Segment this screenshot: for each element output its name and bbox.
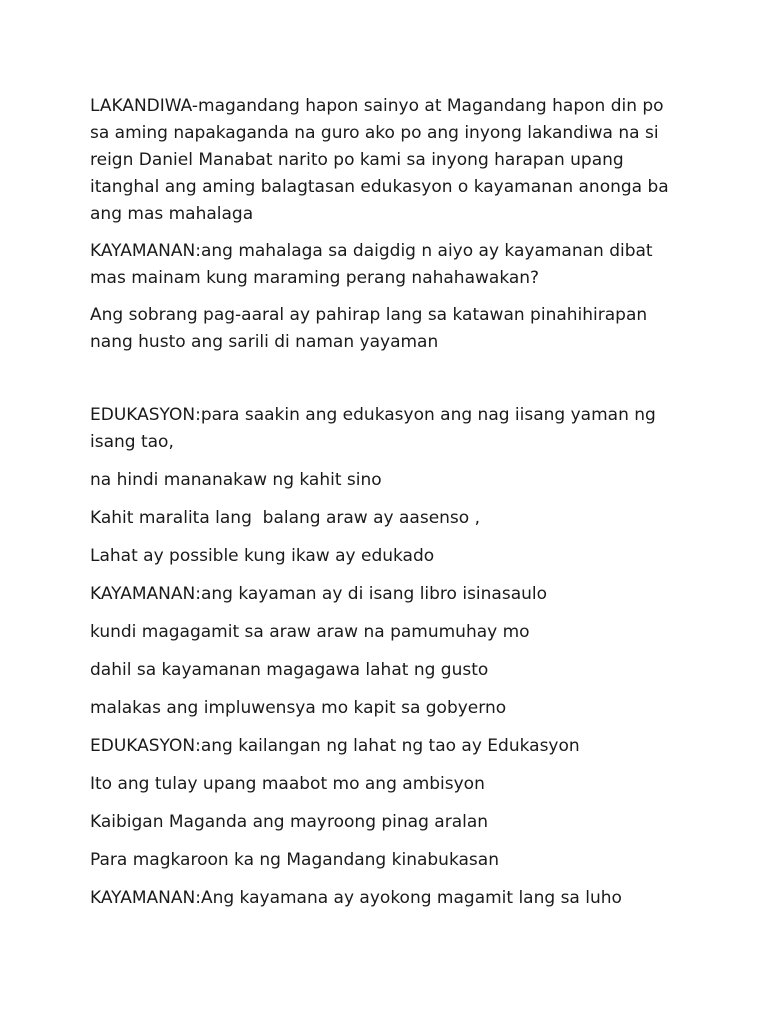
verse-line: EDUKASYON:ang kailangan ng lahat ng tao ay Edukasyon	[90, 736, 580, 756]
verse-line: kundi magagamit sa araw araw na pamumuhay mo	[90, 622, 530, 642]
paragraph-kayamanan-2: Ang sobrang pag-aaral ay pahirap lang sa katawan pinahihirapan nang husto ang sarili di naman yayaman	[90, 305, 653, 352]
verse-line: Ito ang tulay upang maabot mo ang ambisyon	[90, 774, 485, 794]
verse-line: KAYAMANAN:Ang kayamana ay ayokong magamit lang sa luho	[90, 888, 622, 908]
verse-line: dahil sa kayamanan magagawa lahat ng gusto	[90, 660, 489, 680]
verse-line: na hindi mananakaw ng kahit sino	[90, 470, 382, 490]
paragraph-lakandiwa-intro: LAKANDIWA-magandang hapon sainyo at Magandang hapon din po sa aming napakaganda na guro ako po ang inyong lakandiwa na si reign Daniel Manabat narito po kami sa inyong harapan upang itanghal ang aming balagtasan edukasyon o kayamanan anonga ba ang mas mahalaga	[90, 96, 675, 224]
verse-line: KAYAMANAN:ang kayaman ay di isang libro isinasaulo	[90, 584, 548, 604]
paragraph-edukasyon-1: EDUKASYON:para saakin ang edukasyon ang nag iisang yaman ng isang tao,	[90, 405, 662, 452]
verse-line: Kahit maralita lang balang araw ay aasenso ,	[90, 508, 480, 528]
verse-line: Para magkaroon ka ng Magandang kinabukasan	[90, 850, 499, 870]
document-body	[90, 93, 680, 912]
paragraph-kayamanan-1: KAYAMANAN:ang mahalaga sa daigdig n aiyo ay kayamanan dibat mas mainam kung maraming perang nahahawakan?	[90, 241, 659, 288]
verse-line: Lahat ay possible kung ikaw ay edukado	[90, 546, 435, 566]
verse-line: malakas ang impluwensya mo kapit sa gobyerno	[90, 698, 507, 718]
verse-line: Kaibigan Maganda ang mayroong pinag aralan	[90, 812, 489, 832]
